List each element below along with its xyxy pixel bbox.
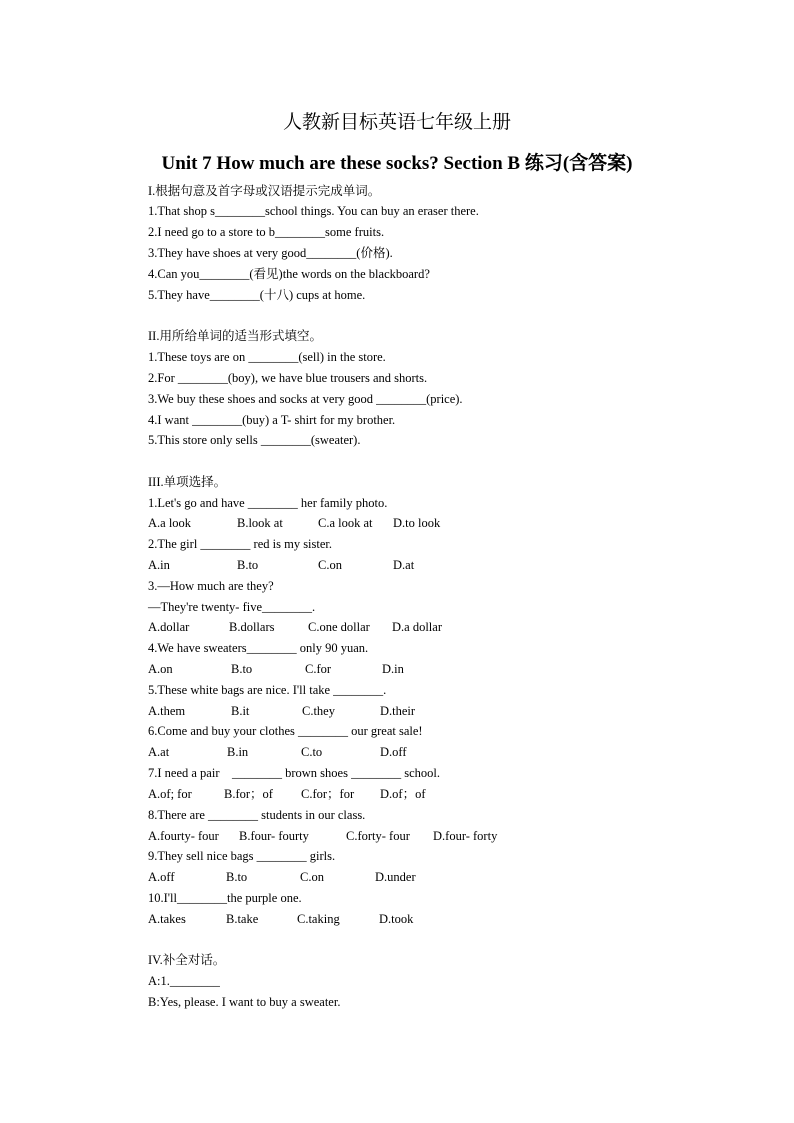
option: D.at: [393, 558, 415, 572]
option: C.to: [301, 745, 323, 759]
section-2-item: 3.We buy these shoes and socks at very good ________(price).: [148, 392, 463, 406]
dialogue-line: B:Yes, please. I want to buy a sweater.: [148, 995, 341, 1009]
section-2-heading: II.用所给单词的适当形式填空。: [148, 329, 322, 343]
option: D.a dollar: [392, 620, 442, 634]
option: B.take: [226, 912, 259, 926]
option: A.fourty- four: [148, 829, 219, 843]
document-subtitle: Unit 7 How much are these socks? Section B 练习(含答案): [161, 153, 633, 174]
option: D.in: [382, 662, 404, 676]
option: C.they: [302, 704, 335, 718]
option: D.off: [380, 745, 407, 759]
option: B.to: [226, 870, 248, 884]
question-options: [148, 619, 668, 635]
question-stem: 7.I need a pair ________ brown shoes ________ school.: [148, 766, 440, 780]
section-2-item: 1.These toys are on ________(sell) in the store.: [148, 350, 386, 364]
option: D.under: [375, 870, 416, 884]
option: C.for；for: [301, 787, 355, 801]
option: C.on: [300, 870, 324, 884]
question-options: [148, 515, 668, 531]
question-stem: 1.Let's go and have ________ her family photo.: [148, 496, 388, 510]
question-stem: 6.Come and buy your clothes ________ our great sale!: [148, 724, 423, 738]
option: A.them: [148, 704, 186, 718]
option: A.of; for: [148, 787, 192, 801]
option: C.on: [318, 558, 342, 572]
question-options: [148, 828, 668, 844]
question-stem: 4.We have sweaters________ only 90 yuan.: [148, 641, 369, 655]
question-stem: 5.These white bags are nice. I'll take ________.: [148, 683, 387, 697]
question-stem: 9.They sell nice bags ________ girls.: [148, 849, 336, 863]
question-options: [148, 869, 668, 885]
section-2-item: 2.For ________(boy), we have blue trousers and shorts.: [148, 371, 428, 385]
question-options: [148, 786, 668, 802]
option: A.a look: [148, 516, 192, 530]
question-options: [148, 557, 668, 573]
option: B.for；of: [224, 787, 273, 801]
option: D.four- forty: [433, 829, 498, 843]
section-2-item: 5.This store only sells ________(sweater).: [148, 433, 361, 447]
question-stem: 3.—How much are they?: [148, 579, 274, 593]
option: A.off: [148, 870, 175, 884]
question-options: [148, 744, 668, 760]
question-stem: 2.The girl ________ red is my sister.: [148, 537, 333, 551]
option: B.four- fourty: [239, 829, 309, 843]
dialogue-line: A:1.________: [148, 974, 220, 988]
question-options: [148, 911, 668, 927]
option: B.dollars: [229, 620, 275, 634]
question-options: [148, 703, 668, 719]
option: D.to look: [393, 516, 441, 530]
section-4-heading: IV.补全对话。: [148, 953, 226, 967]
section-1-item: 1.That shop s________school things. You can buy an eraser there.: [148, 204, 479, 218]
section-3-heading: III.单项选择。: [148, 475, 227, 489]
option: C.one dollar: [308, 620, 370, 634]
question-stem: —They're twenty- five________.: [148, 600, 316, 614]
option: C.for: [305, 662, 332, 676]
option: A.in: [148, 558, 170, 572]
option: B.in: [227, 745, 249, 759]
option: A.at: [148, 745, 170, 759]
option: A.takes: [148, 912, 186, 926]
option: D.of；of: [380, 787, 426, 801]
option: C.forty- four: [346, 829, 410, 843]
option: B.to: [231, 662, 253, 676]
section-2-item: 4.I want ________(buy) a T- shirt for my brother.: [148, 413, 396, 427]
option: D.took: [379, 912, 414, 926]
section-1-item: 4.Can you________(看见)the words on the blackboard?: [148, 267, 430, 281]
option: C.taking: [297, 912, 340, 926]
option: A.dollar: [148, 620, 190, 634]
option: B.look at: [237, 516, 283, 530]
section-1-item: 5.They have________(十八) cups at home.: [148, 288, 366, 302]
section-1-item: 2.I need go to a store to b________some fruits.: [148, 225, 385, 239]
document-title: 人教新目标英语七年级上册: [282, 112, 511, 133]
option: B.to: [237, 558, 259, 572]
question-stem: 10.I'll________the purple one.: [148, 891, 302, 905]
question-stem: 8.There are ________ students in our class.: [148, 808, 366, 822]
question-options: [148, 661, 668, 677]
section-1-heading: I.根据句意及首字母或汉语提示完成单词。: [148, 184, 381, 198]
option: D.their: [380, 704, 416, 718]
option: C.a look at: [318, 516, 373, 530]
option: B.it: [231, 704, 250, 718]
section-1-item: 3.They have shoes at very good________(价格).: [148, 246, 393, 260]
option: A.on: [148, 662, 173, 676]
